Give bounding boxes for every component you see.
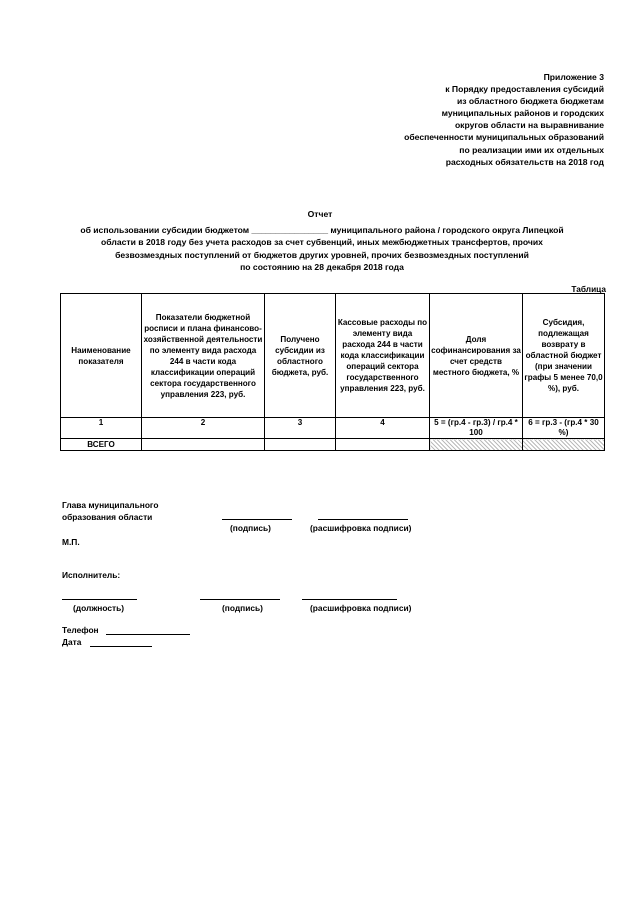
total-cell[interactable] [336, 439, 430, 451]
report-table [60, 293, 605, 451]
header-cell-cash-expenses: Кассовые расходы по элементу вида расхода 244 в части кода классификации операций сектора государственного управления 223, руб. [336, 294, 430, 418]
executor-signature-label: (подпись) [222, 603, 263, 613]
phone-field-line[interactable] [106, 634, 190, 635]
head-signature-line[interactable] [222, 519, 292, 520]
executor-signature-line[interactable] [200, 599, 280, 600]
date-field-line[interactable] [90, 646, 152, 647]
phone-label: Телефон [62, 625, 99, 635]
executor-decoding-line[interactable] [302, 599, 397, 600]
table-header-row [61, 294, 605, 418]
header-cell-received: Получено субсидии из областного бюджета, руб. [265, 294, 336, 418]
appendix-line: округов области на выравнивание [454, 120, 604, 131]
executor-position-label: (должность) [73, 603, 125, 613]
report-line: безвозмездных поступлений от бюджетов других уровней, прочих безвозмездных поступлений [115, 249, 529, 260]
head-title-line2: образования области [62, 512, 153, 522]
column-number: 2 [142, 418, 265, 439]
column-formula: 6 = гр.3 - (гр.4 * 30 %) [523, 418, 605, 439]
executor-label: Исполнитель: [62, 570, 121, 580]
date-label: Дата [62, 637, 82, 647]
column-number: 4 [336, 418, 430, 439]
total-cell-hatched [430, 439, 523, 451]
total-cell[interactable] [142, 439, 265, 451]
head-decoding-line[interactable] [318, 519, 408, 520]
appendix-line: к Порядку предоставления субсидий [445, 84, 604, 95]
appendix-line: обеспеченности муниципальных образований [404, 132, 604, 143]
appendix-line: по реализации ими их отдельных [459, 144, 604, 155]
appendix-line: муниципальных районов и городских [441, 108, 604, 119]
header-cell-budget-plan: Показатели бюджетной росписи и плана финансово-хозяйственной деятельности по элементу вида расхода 244 в части кода классификации операций сектора государственного управления 223, руб. [142, 294, 265, 418]
table-number-row [61, 418, 605, 439]
head-signature-label: (подпись) [230, 523, 271, 533]
appendix-line: расходных обязательств на 2018 год [445, 156, 604, 167]
report-description [62, 224, 582, 274]
appendix-line: из областного бюджета бюджетам [456, 96, 604, 107]
stamp-label: М.П. [62, 537, 80, 547]
report-line: области в 2018 году без учета расходов за счет субвенций, иных межбюджетных трансфертов, прочих [101, 237, 543, 248]
total-cell[interactable] [265, 439, 336, 451]
head-title-line1: Глава муниципального [62, 500, 159, 510]
table-caption: Таблица [571, 284, 606, 294]
table-total-row [61, 439, 605, 451]
executor-decoding-label: (расшифровка подписи) [310, 603, 412, 613]
total-cell-hatched [523, 439, 605, 451]
report-line: об использовании субсидии бюджетом ________________ муниципального района / городского округа Липецкой [80, 225, 564, 235]
column-formula: 5 = (гр.4 - гр.3) / гр.4 * 100 [430, 418, 523, 439]
head-decoding-label: (расшифровка подписи) [310, 523, 412, 533]
column-number: 3 [265, 418, 336, 439]
header-cell-name: Наименование показателя [61, 294, 142, 418]
appendix-block [344, 71, 604, 168]
report-title: Отчет [307, 209, 333, 219]
header-cell-cofinancing-share: Доля софинансирования за счет средств местного бюджета, % [430, 294, 523, 418]
appendix-line: Приложение 3 [543, 72, 604, 82]
total-label: ВСЕГО [61, 439, 142, 451]
report-line: по состоянию на 28 декабря 2018 года [240, 262, 404, 273]
executor-position-line[interactable] [62, 599, 137, 600]
header-cell-refund: Субсидия, подлежащая возврату в областной бюджет (при значении графы 5 менее 70,0 %), руб. [523, 294, 605, 418]
column-number: 1 [61, 418, 142, 439]
